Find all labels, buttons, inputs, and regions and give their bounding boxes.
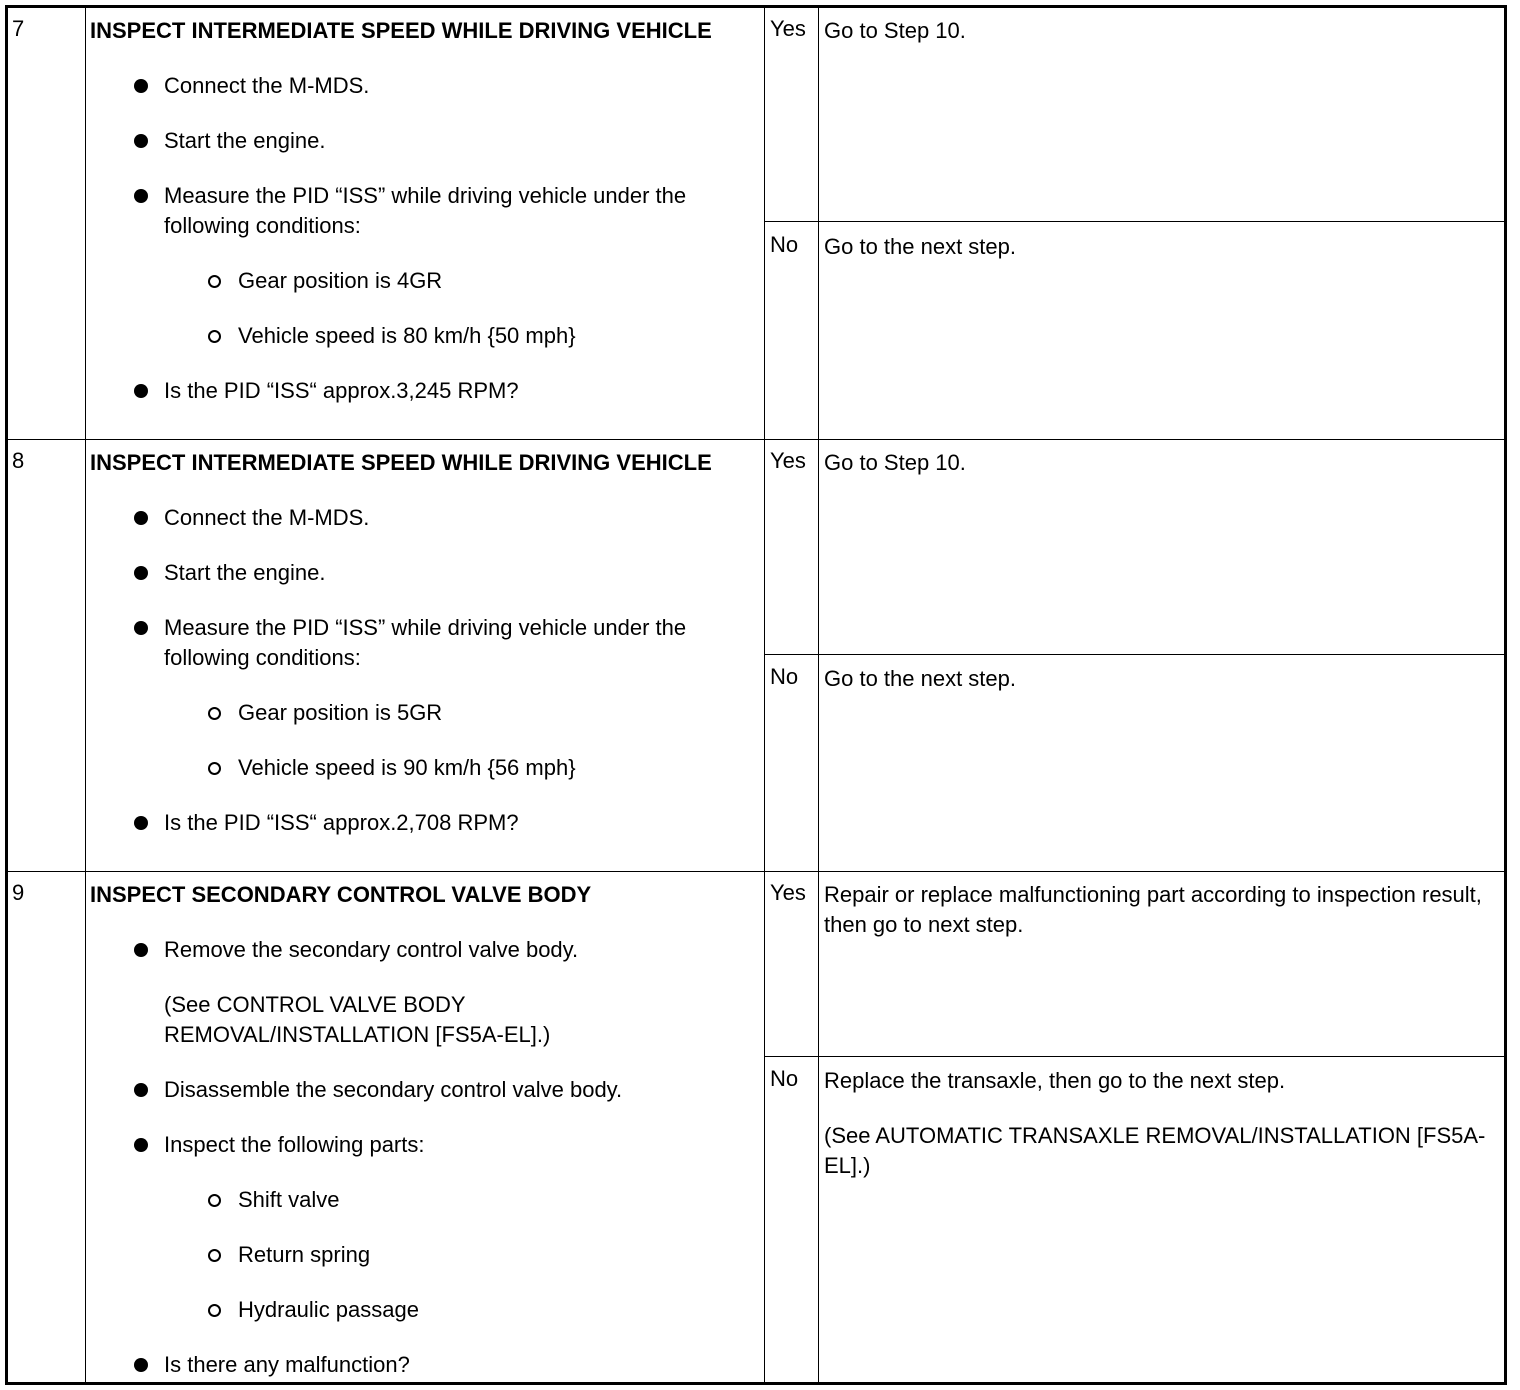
no-result: Go to the next step. <box>824 666 1017 691</box>
bullet-item: Is there any malfunction? <box>90 1350 730 1380</box>
no-result: Replace the transaxle, then go to the next step. (See AUTOMATIC TRANSAXLE REMOVAL/INSTALLATION [FS5A-EL].) <box>824 1066 1504 1206</box>
bullet-item: Connect the M-MDS. <box>90 503 730 533</box>
bullet-icon <box>134 566 148 580</box>
sub-bullet-item: Shift valve <box>90 1185 730 1215</box>
step-row-9 <box>8 872 1504 1382</box>
bullet-item: Is the PID “ISS“ approx.2,708 RPM? <box>90 808 730 838</box>
bullet-item: Remove the secondary control valve body. <box>90 935 730 965</box>
bullet-icon <box>134 134 148 148</box>
bullet-icon <box>134 1083 148 1097</box>
bullet-item: Start the engine. <box>90 558 730 588</box>
step-number: 8 <box>12 448 25 473</box>
step-title: INSPECT INTERMEDIATE SPEED WHILE DRIVING VEHICLE <box>90 450 712 475</box>
bullet-icon <box>134 79 148 93</box>
bullet-icon <box>134 384 148 398</box>
sub-bullet-item: Gear position is 5GR <box>90 698 730 728</box>
circle-bullet-icon <box>208 1304 221 1317</box>
sub-bullet-item: Vehicle speed is 90 km/h {56 mph} <box>90 753 730 783</box>
yes-label: Yes <box>770 448 806 473</box>
yes-result: Go to Step 10. <box>824 450 966 475</box>
troubleshooting-table <box>5 5 1507 1385</box>
bullet-icon <box>134 189 148 203</box>
yes-result: Repair or replace malfunctioning part according to inspection result, then go to next step. <box>824 882 1482 937</box>
no-label: No <box>770 1066 799 1091</box>
bullet-item: Measure the PID “ISS” while driving vehicle under the following conditions: <box>90 613 730 673</box>
sub-bullet-item: Hydraulic passage <box>90 1295 730 1325</box>
bullet-item: Disassemble the secondary control valve body. <box>90 1075 730 1105</box>
bullet-icon <box>134 511 148 525</box>
no-result: Go to the next step. <box>824 234 1017 259</box>
bullet-item: Connect the M-MDS. <box>90 71 730 101</box>
step-content <box>90 880 730 1380</box>
circle-bullet-icon <box>208 330 221 343</box>
step-title: INSPECT SECONDARY CONTROL VALVE BODY <box>90 882 592 907</box>
circle-bullet-icon <box>208 1249 221 1262</box>
bullet-icon <box>134 1138 148 1152</box>
sub-bullet-item: Vehicle speed is 80 km/h {50 mph} <box>90 321 730 351</box>
yes-label: Yes <box>770 16 806 41</box>
bullet-item: Is the PID “ISS“ approx.3,245 RPM? <box>90 376 730 406</box>
bullet-icon <box>134 621 148 635</box>
yes-result: Go to Step 10. <box>824 18 966 43</box>
step-row-8 <box>8 440 1504 871</box>
step-content <box>90 448 730 838</box>
bullet-icon <box>134 816 148 830</box>
bullet-item: Start the engine. <box>90 126 730 156</box>
circle-bullet-icon <box>208 762 221 775</box>
reference-note: (See AUTOMATIC TRANSAXLE REMOVAL/INSTALLATION [FS5A-EL].) <box>824 1123 1486 1178</box>
sub-bullet-item: Gear position is 4GR <box>90 266 730 296</box>
step-title: INSPECT INTERMEDIATE SPEED WHILE DRIVING VEHICLE <box>90 18 712 43</box>
bullet-item: Inspect the following parts: <box>90 1130 730 1160</box>
yes-label: Yes <box>770 880 806 905</box>
bullet-icon <box>134 1358 148 1372</box>
bullet-icon <box>134 943 148 957</box>
step-number: 7 <box>12 16 25 41</box>
sub-bullet-item: Return spring <box>90 1240 730 1270</box>
step-row-7 <box>8 8 1504 439</box>
step-content <box>90 16 730 406</box>
circle-bullet-icon <box>208 707 221 720</box>
no-label: No <box>770 664 799 689</box>
circle-bullet-icon <box>208 1194 221 1207</box>
step-number: 9 <box>12 880 25 905</box>
no-label: No <box>770 232 799 257</box>
bullet-item: Measure the PID “ISS” while driving vehicle under the following conditions: <box>90 181 730 241</box>
circle-bullet-icon <box>208 275 221 288</box>
reference-note: (See CONTROL VALVE BODY REMOVAL/INSTALLATION [FS5A-EL].) <box>164 992 551 1047</box>
